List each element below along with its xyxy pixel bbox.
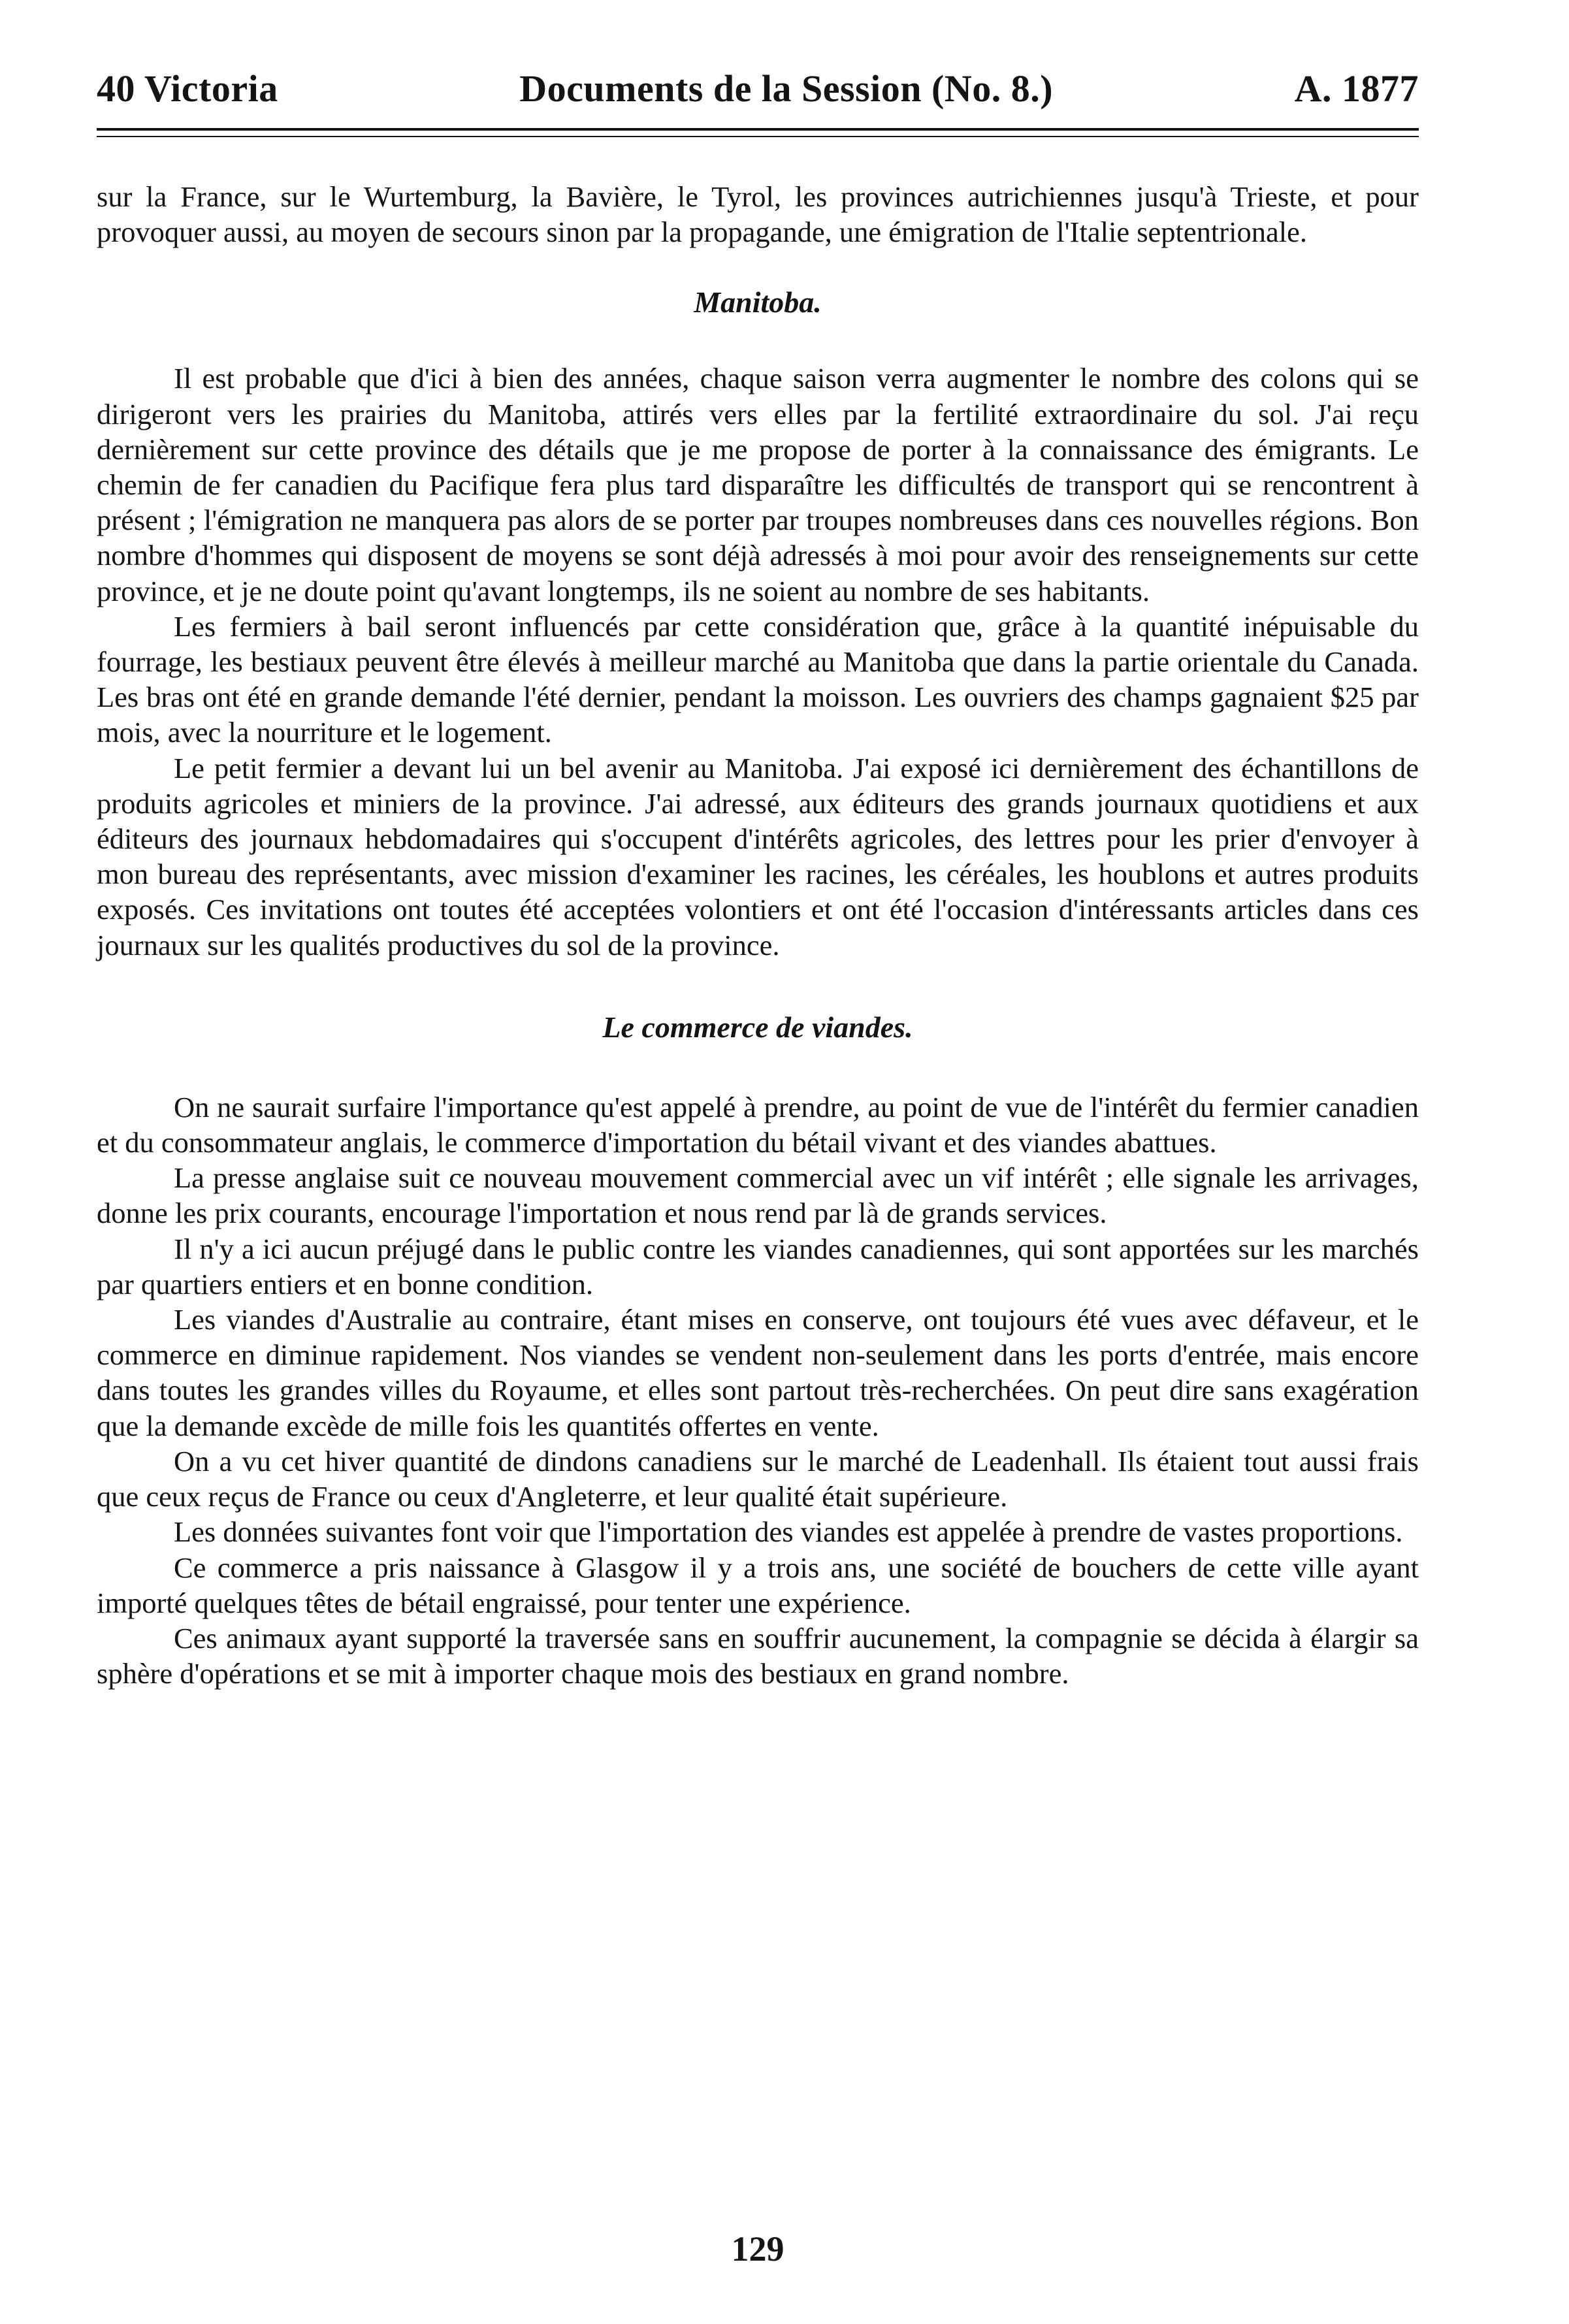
header-regnal-year: 40 Victoria [97, 67, 278, 110]
commerce-paragraph: Ces animaux ayant supporté la traversée sans en souffrir aucunement, la compagnie se décida à élargir sa sphère d'opérations et se mit à importer chaque mois des bestiaux en grand nombre. [97, 1621, 1419, 1690]
manitoba-paragraph: Il est probable que d'ici à bien des années, chaque saison verra augmenter le nombre des colons qui se dirigeront vers les prairies du Manitoba, attirés vers elles par la fertilité extraordinaire du sol. J'ai reçu dernièrement sur cette province des détails que je me propose de porter à la connaissance des émigrants. Le chemin de fer canadien du Pacifique fera plus tard disparaître les difficultés de transport qui se rencontrent à présent ; l'émigration ne manquera pas alors de se porter par troupes nombreuses dans ces nouvelles régions. Bon nombre d'hommes qui disposent de moyens se sont déjà adressés à moi pour avoir des renseignements sur cette province, et je ne doute point qu'avant longtemps, ils ne soient au nombre de ses habitants. [97, 362, 1419, 607]
manitoba-paragraph: Les fermiers à bail seront influencés par cette considération que, grâce à la quantité inépuisable du fourrage, les bestiaux peuvent être élevés à meilleur marché au Manitoba que dans la partie orientale du Canada. Les bras ont été en grande demande l'été dernier, pendant la moisson. Les ouvriers des champs gagnaient $25 par mois, avec la nourriture et le logement. [97, 609, 1419, 749]
document-page [97, 63, 1419, 2297]
running-header [97, 63, 1419, 115]
header-year: A. 1877 [1294, 67, 1419, 110]
commerce-paragraph: La presse anglaise suit ce nouveau mouvement commercial avec un vif intérêt ; elle signale les arrivages, donne les prix courants, encourage l'importation et nous rend par là de grands services. [97, 1161, 1419, 1230]
page-number: 129 [731, 2229, 784, 2268]
section-title-manitoba: Manitoba. [694, 285, 822, 319]
header-double-rule [97, 128, 1419, 137]
commerce-paragraph: On a vu cet hiver quantité de dindons canadiens sur le marché de Leadenhall. Ils étaient tout aussi frais que ceux reçus de France ou ceux d'Angleterre, et leur qualité était supérieure. [97, 1444, 1419, 1513]
header-document-title: Documents de la Session (No. 8.) [519, 67, 1054, 110]
section-title-meat-trade: Le commerce de viandes. [602, 1010, 913, 1044]
commerce-paragraph: Les viandes d'Australie au contraire, étant mises en conserve, ont toujours été vues avec défaveur, et le commerce en diminue rapidement. Nos viandes se vendent non-seulement dans les ports d'entrée, mais encore dans toutes les grandes villes du Royaume, et elles sont partout très-recherchées. On peut dire sans exagération que la demande excède de mille fois les quantités offertes en vente. [97, 1303, 1419, 1442]
commerce-paragraph: Ce commerce a pris naissance à Glasgow il y a trois ans, une société de bouchers de cette ville ayant importé quelques têtes de bétail engraissé, pour tenter une expérience. [97, 1551, 1419, 1619]
commerce-paragraph: Il n'y a ici aucun préjugé dans le public contre les viandes canadiennes, qui sont apportées sur les marchés par quartiers entiers et en bonne condition. [97, 1232, 1419, 1300]
manitoba-paragraph: Le petit fermier a devant lui un bel avenir au Manitoba. J'ai exposé ici dernièrement des échantillons de produits agricoles et miniers de la province. J'ai adressé, aux éditeurs des grands journaux quotidiens et aux éditeurs des journaux hebdomadaires qui s'occupent d'intérêts agricoles, des lettres pour les prier d'envoyer à mon bureau des représentants, avec mission d'examiner les racines, les céréales, les houblons et autres produits exposés. Ces invitations ont toutes été acceptées volontiers et ont été l'occasion d'intéressants articles dans ces journaux sur les qualités productives du sol de la province. [97, 751, 1419, 961]
intro-paragraph: sur la France, sur le Wurtemburg, la Bavière, le Tyrol, les provinces autrichiennes jusqu'à Trieste, et pour provoquer aussi, au moyen de secours sinon par la propagande, une émigration de l'Italie septentrionale. [97, 180, 1419, 249]
commerce-paragraph: On ne saurait surfaire l'importance qu'est appelé à prendre, au point de vue de l'intérêt du fermier canadien et du consommateur anglais, le commerce d'importation du bétail vivant et des viandes abattues. [97, 1090, 1419, 1159]
commerce-paragraph: Les données suivantes font voir que l'importation des viandes est appelée à prendre de vastes proportions. [174, 1515, 1403, 1549]
body-text [97, 179, 1419, 1691]
